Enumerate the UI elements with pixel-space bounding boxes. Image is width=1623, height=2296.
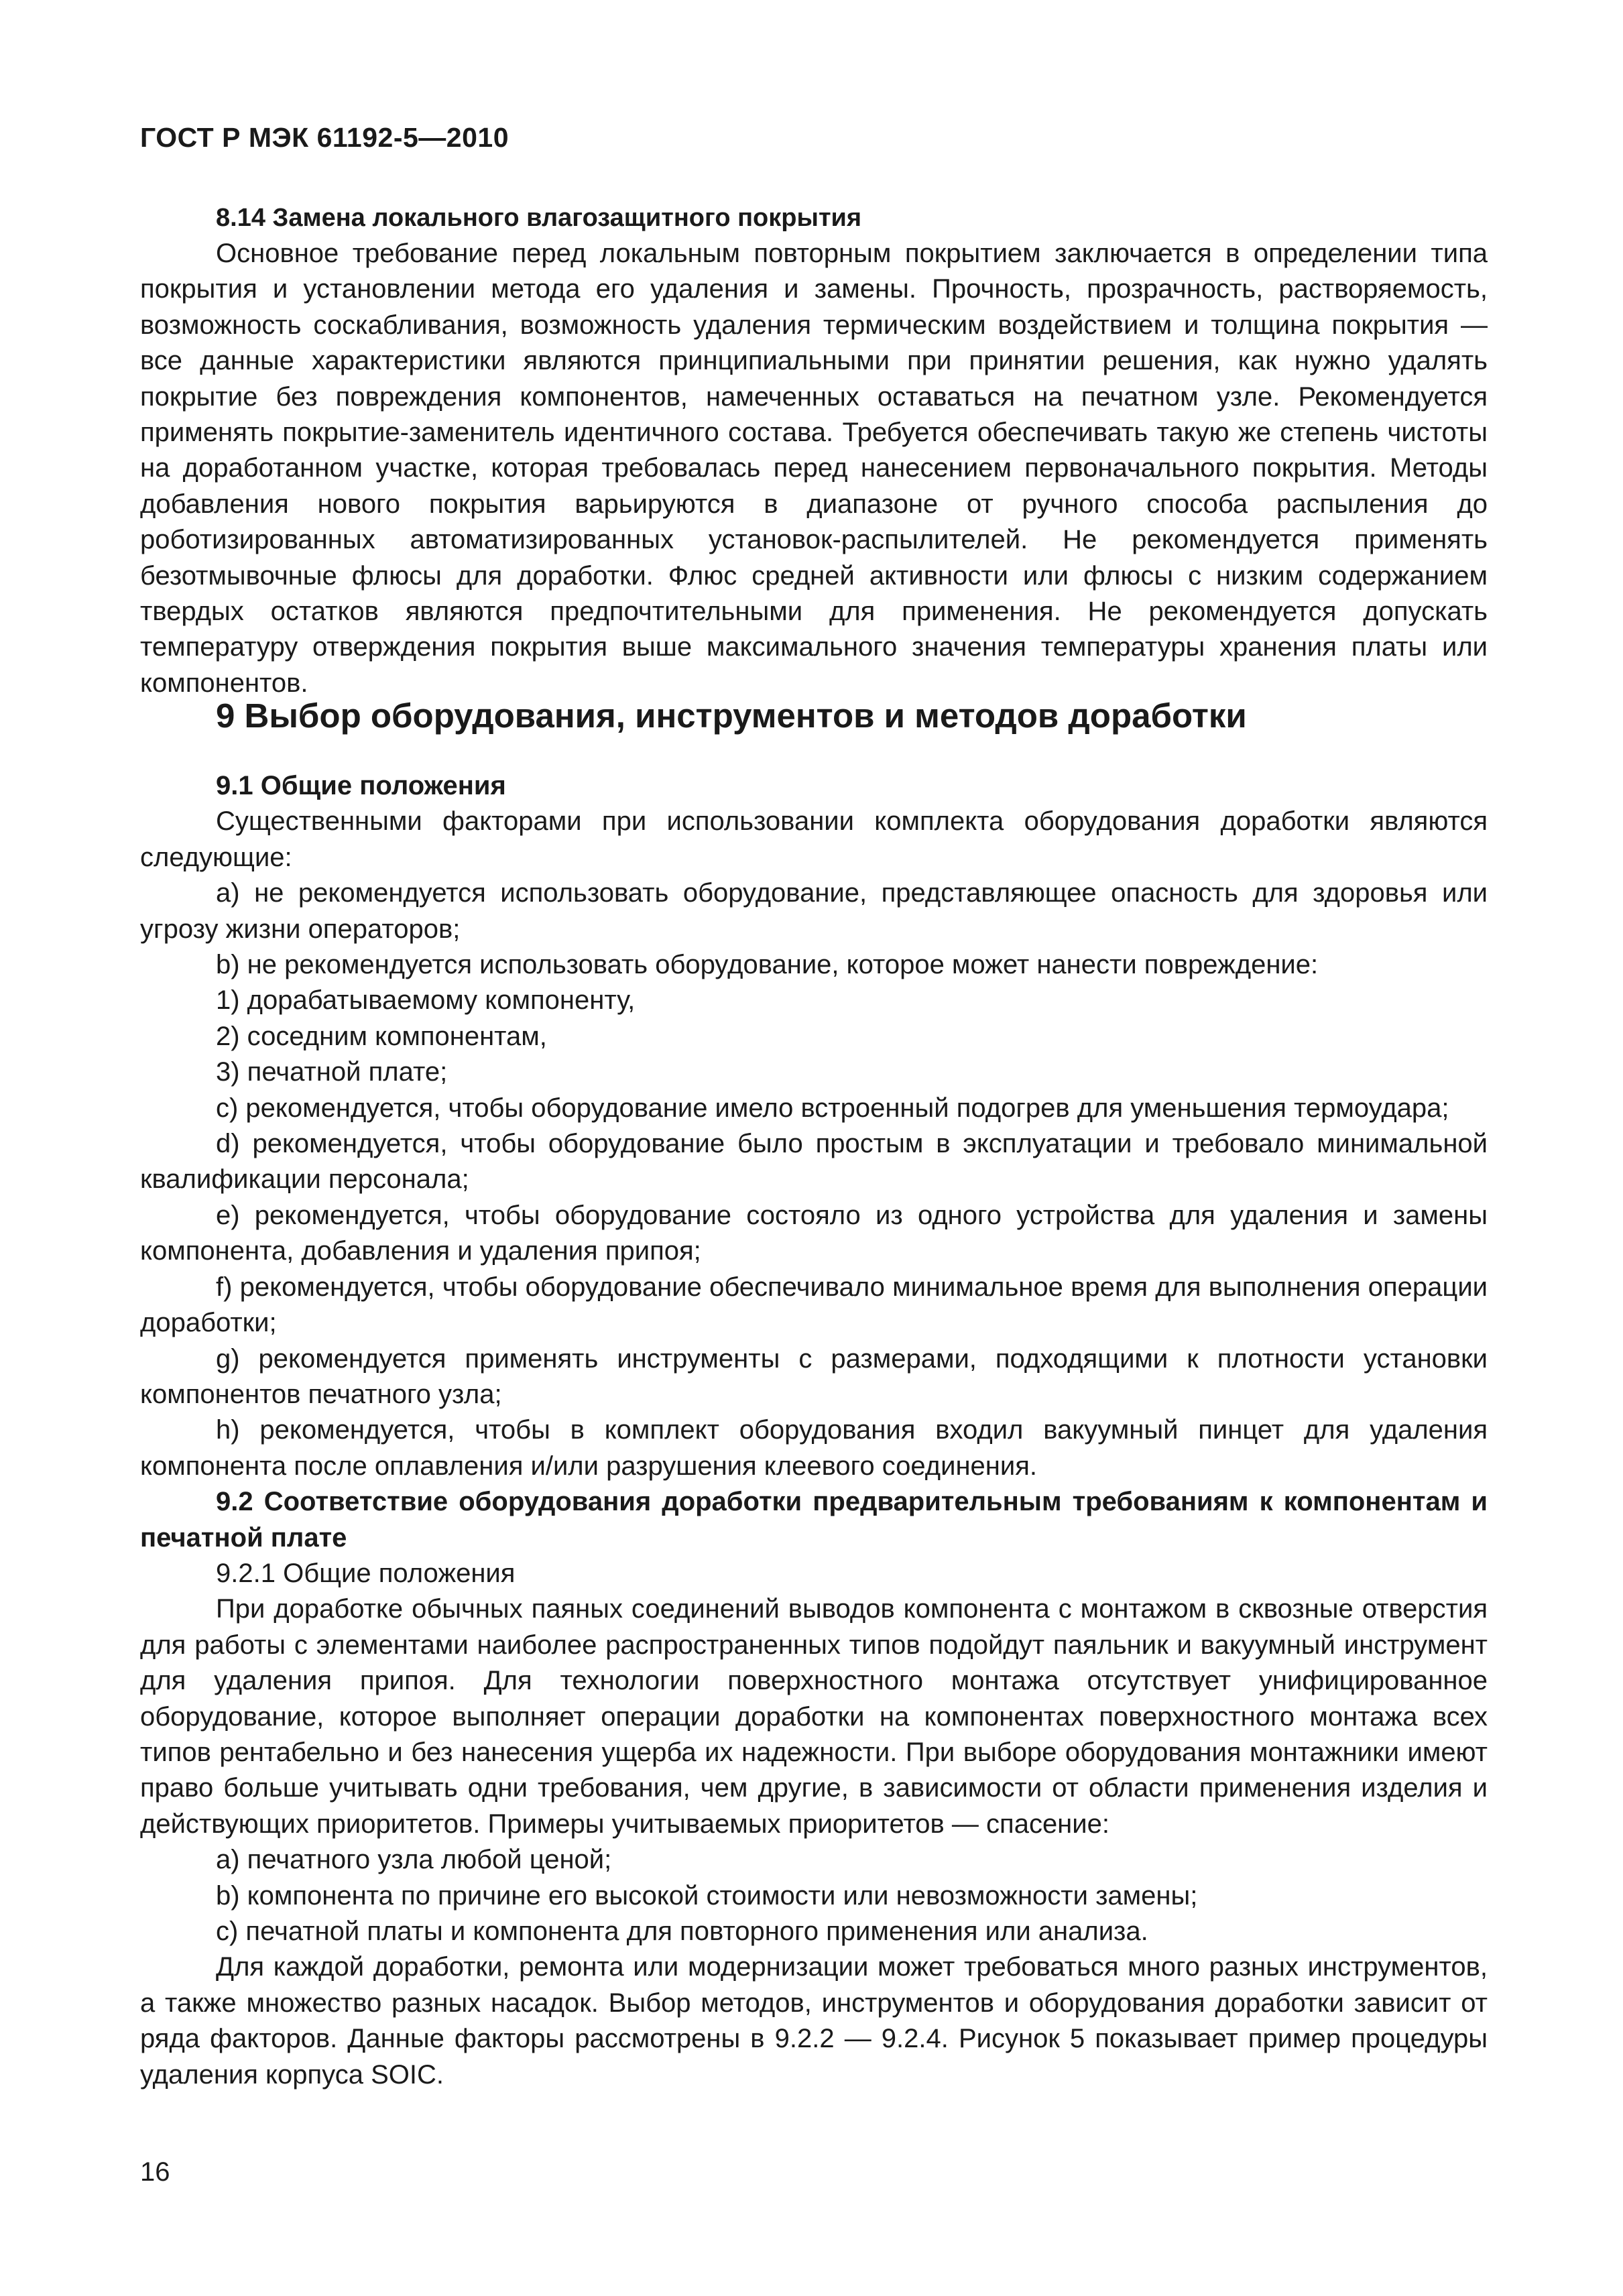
list-item-b2: 2) соседним компонентам,: [216, 1021, 547, 1051]
list-item-b3: 3) печатной плате;: [216, 1057, 448, 1087]
priority-item-c: c) печатной платы и компонента для повторного применения или анализа.: [216, 1917, 1148, 1946]
section-8-14-title: 8.14 Замена локального влагозащитного покрытия: [216, 204, 862, 232]
section-9-1-heading: 9.1 Общие положения: [216, 771, 506, 800]
section-9-2-1-paragraph: При доработке обычных паяных соединений выводов компонента с монтажом в сквозные отверстия для работы с элементами наиболее распространенных типов подойдут паяльник и вакуумный инструмент для удаления припоя. Для технологии поверхностного монтажа отсутствует унифицированное оборудование, которое выполняет операции доработки на компонентах поверхностного монтажа всех типов рентабельно и без нанесения ущерба их надежности. При выборе оборудования монтажники имеют право больше учитывать одни требования, чем другие, в зависимости от области применения изделия и действующих приоритетов. Примеры учитываемых приоритетов — спасение:: [140, 1594, 1488, 1839]
list-item-e: e) рекомендуется, чтобы оборудование состояло из одного устройства для удаления и замены компонента, добавления и удаления припоя;: [140, 1200, 1488, 1266]
section-8-14-paragraph: Основное требование перед локальным повторным покрытием заключается в определении типа покрытия и установлении метода его удаления и замены. Прочность, прозрачность, растворяемость, возможность соскабливания, возможность удаления термическим воздействием и толщина покрытия — все данные характеристики являются принципиальными при принятии решения, как нужно удалять покрытие без повреждения компонентов, намеченных оставаться на печатном узле. Рекомендуется применять покрытие-заменитель идентичного состава. Требуется обеспечивать такую же степень чистоты на доработанном участке, которая требовалась перед нанесением первоначального покрытия. Методы добавления нового покрытия варьируются в диапазоне от ручного способа распыления до роботизированных автоматизированных установок-распылителей. Не рекомендуется применять безотмывочные флюсы для доработки. Флюс средней активности или флюсы с низким содержанием твердых остатков являются предпочтительными для применения. Не рекомендуется допускать температуру отверждения покрытия выше максимального значения температуры хранения платы или компонентов.: [140, 239, 1488, 698]
section-8-14-body-block: [140, 236, 1488, 701]
list-item-d: d) рекомендуется, чтобы оборудование было простым в эксплуатации и требовало минимальной квалификации персонала;: [140, 1129, 1488, 1195]
list-item-a: a) не рекомендуется использовать оборудование, представляющее опасность для здоровья или угрозу жизни операторов;: [140, 878, 1488, 944]
section-9-1-intro: Существенными факторами при использовании комплекта оборудования доработки являются следующие:: [140, 806, 1488, 872]
list-item-g: g) рекомендуется применять инструменты с размерами, подходящими к плотности установки компонентов печатного узла;: [140, 1343, 1488, 1409]
section-9-body-block: [140, 768, 1488, 2093]
priority-item-a: a) печатного узла любой ценой;: [216, 1845, 612, 1875]
closing-paragraph: Для каждой доработки, ремонта или модернизации может требоваться много разных инструментов, а также множество разных насадок. Выбор методов, инструментов и оборудования доработки зависит от ряда факторов. Данные факторы рассмотрены в 9.2.2 — 9.2.4. Рисунок 5 показывает пример процедуры удаления корпуса SOIC.: [140, 1952, 1488, 2090]
page-number: 16: [140, 2157, 170, 2187]
list-item-c: c) рекомендуется, чтобы оборудование имело встроенный подогрев для уменьшения термоудара;: [216, 1093, 1449, 1123]
list-item-b: b) не рекомендуется использовать оборудование, которое может нанести повреждение:: [216, 950, 1319, 980]
list-item-f: f) рекомендуется, чтобы оборудование обеспечивало минимальное время для выполнения операции доработки;: [140, 1272, 1488, 1338]
section-9-heading: 9 Выбор оборудования, инструментов и методов доработки: [216, 697, 1247, 735]
list-item-h: h) рекомендуется, чтобы в комплект оборудования входил вакуумный пинцет для удаления компонента после оплавления и/или разрушения клеевого соединения.: [140, 1415, 1488, 1481]
list-item-b1: 1) дорабатываемому компоненту,: [216, 985, 636, 1016]
section-9-2-heading: 9.2 Соответствие оборудования доработки предварительным требованиям к компонентам и печатной плате: [140, 1487, 1488, 1553]
priority-item-b: b) компонента по причине его высокой стоимости или невозможности замены;: [216, 1880, 1198, 1911]
document-header: ГОСТ Р МЭК 61192-5—2010: [140, 122, 509, 153]
section-9-2-1-heading: 9.2.1 Общие положения: [216, 1558, 516, 1588]
